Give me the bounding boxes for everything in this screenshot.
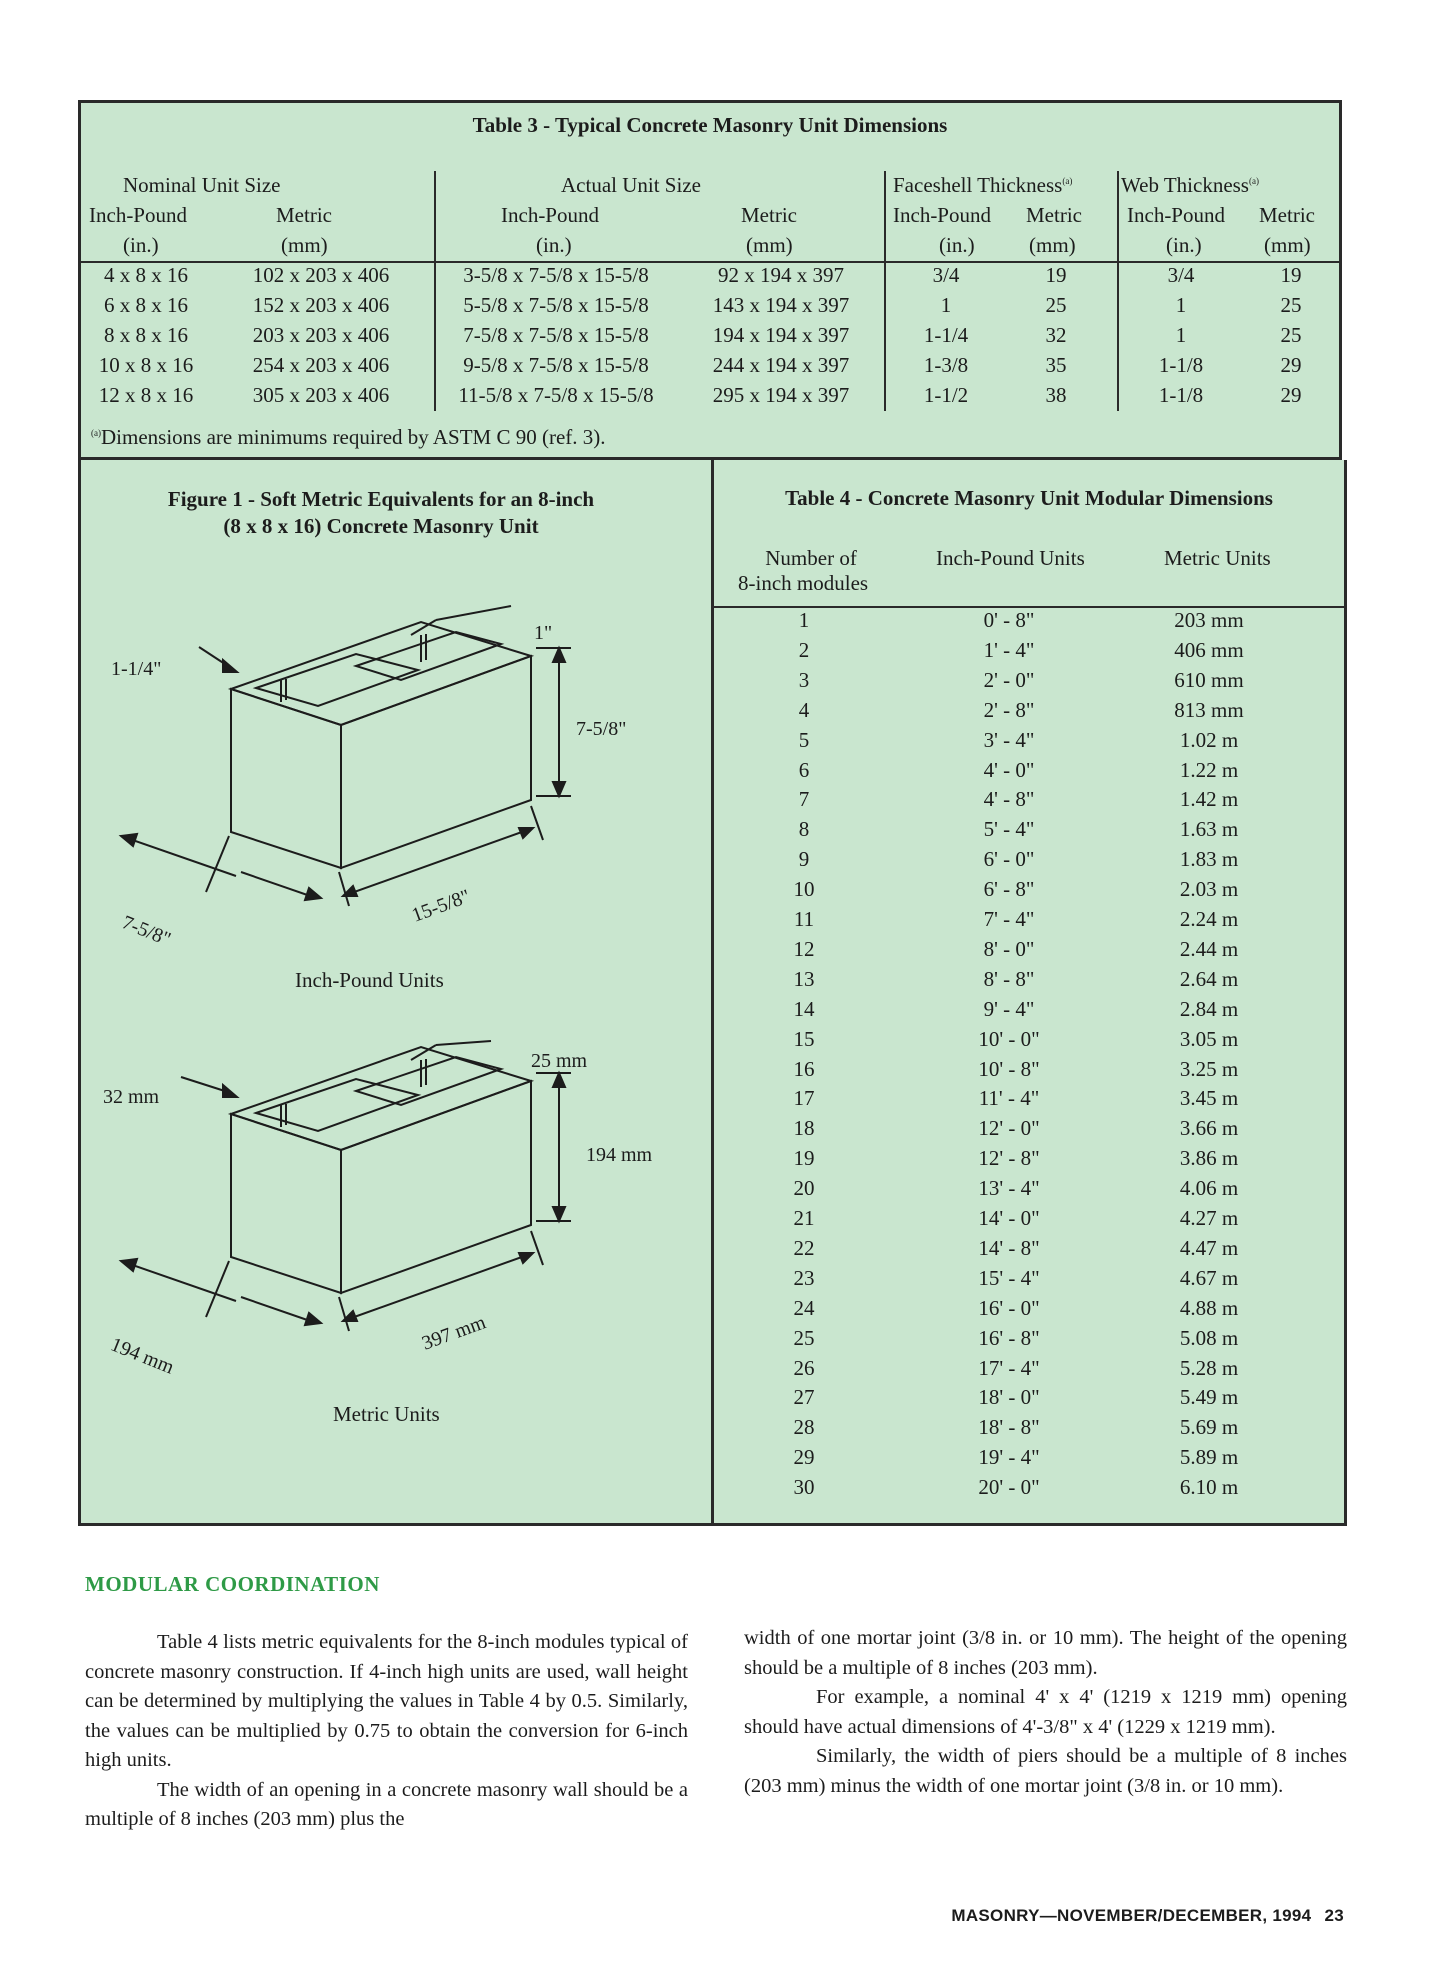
divider [884, 171, 886, 411]
table-row [714, 1236, 1344, 1266]
table-row [714, 937, 1344, 967]
table-row [714, 1206, 1344, 1236]
table-cell: 19 [1045, 263, 1067, 287]
divider [1117, 171, 1119, 411]
header-nominal-unit-size: Nominal Unit Size [123, 173, 281, 197]
table-cell: 30 [793, 1475, 815, 1500]
dim-height-inch: 7-5/8" [576, 718, 627, 740]
unit-mm: (mm) [1029, 233, 1076, 257]
dim-length-inch: 15-5/8" [408, 885, 474, 927]
article-left-column [85, 1628, 688, 1835]
table-row [714, 698, 1344, 728]
header-number-of-modules: Number of 8-inch modules [738, 546, 869, 595]
unit-mm: (mm) [1264, 233, 1311, 257]
table-cell: 14 [793, 996, 815, 1021]
table-cell: 2.03 m [1179, 877, 1239, 902]
table-cell: 14' - 8" [978, 1235, 1040, 1260]
table-cell: 1' - 4" [983, 637, 1035, 662]
table-row [714, 787, 1344, 817]
table-cell: 1.22 m [1179, 757, 1239, 782]
paragraph: The width of an opening in a concrete masonry wall should be a multiple of 8 inches (203 mm) plus the [85, 1778, 688, 1830]
table-cell: 203 x 203 x 406 [252, 323, 390, 347]
table-cell: 5.08 m [1179, 1325, 1239, 1350]
table-cell: 35 [1045, 353, 1067, 377]
table-cell: 26 [793, 1355, 815, 1380]
table-row [714, 1266, 1344, 1296]
table-cell: 25 [793, 1325, 815, 1350]
table-cell: 2.64 m [1179, 966, 1239, 991]
table-cell: 23 [793, 1265, 815, 1290]
table-cell: 1 [798, 608, 810, 632]
sub-metric: Metric [1259, 203, 1315, 227]
table-cell: 7-5/8 x 7-5/8 x 15-5/8 [463, 323, 649, 347]
table-row [714, 1176, 1344, 1206]
table-4 [711, 460, 1347, 1526]
dim-web-metric: 25 mm [531, 1050, 588, 1072]
block-drawing-inch [81, 600, 711, 930]
table-cell: 15 [793, 1026, 815, 1051]
table-cell: 1.63 m [1179, 817, 1239, 842]
table-cell: 2.84 m [1179, 996, 1239, 1021]
page-footer [951, 1906, 1344, 1926]
caption-inch-pound-units: Inch-Pound Units [295, 968, 444, 992]
page-number: 23 [1324, 1906, 1344, 1925]
table-cell: 9 [798, 847, 810, 872]
table-3 [78, 100, 1342, 460]
unit-in: (in.) [536, 233, 572, 257]
dim-width-metric: 194 mm [107, 1333, 178, 1379]
table-cell: 5-5/8 x 7-5/8 x 15-5/8 [463, 293, 649, 317]
table-cell: 7 [798, 787, 810, 812]
table-row [714, 907, 1344, 937]
table-cell: 813 mm [1174, 697, 1244, 722]
table-cell: 152 x 203 x 406 [252, 293, 390, 317]
table-cell: 13' - 4" [978, 1176, 1040, 1201]
sub-metric: Metric [276, 203, 332, 227]
table-row [714, 638, 1344, 668]
table-cell: 2 [798, 637, 810, 662]
paragraph: Similarly, the width of piers should be a multiple of 8 inches (203 mm) minus the width of one mortar joint (3/8 in. or 10 mm). [744, 1745, 1347, 1797]
table-cell: 17' - 4" [978, 1355, 1040, 1380]
table-cell: 3.66 m [1179, 1116, 1239, 1141]
dim-web-inch: 1" [534, 622, 553, 644]
table-cell: 16 [793, 1056, 815, 1081]
table-cell: 5' - 4" [983, 817, 1035, 842]
table-cell: 11 [793, 907, 815, 931]
table-cell: 406 mm [1174, 637, 1244, 662]
header-inch-pound-units: Inch-Pound Units [936, 546, 1085, 570]
table-cell: 29 [793, 1445, 815, 1470]
table-cell: 2' - 8" [983, 697, 1035, 722]
table-cell: 14' - 0" [978, 1206, 1040, 1230]
table-cell: 12' - 8" [978, 1146, 1040, 1171]
table-row [714, 997, 1344, 1027]
table-row [714, 1057, 1344, 1087]
article-right-column [744, 1624, 1347, 1801]
table-cell: 6.10 m [1179, 1475, 1239, 1500]
table-cell: 21 [793, 1206, 815, 1230]
table-cell: 4' - 8" [983, 787, 1035, 812]
table-row [714, 847, 1344, 877]
table-cell: 25 [1280, 323, 1302, 347]
table-cell: 11-5/8 x 7-5/8 x 15-5/8 [458, 383, 654, 407]
table-row: 12 x 8 x 16 [98, 383, 194, 407]
table-cell: 18 [793, 1116, 815, 1141]
table-cell: 3/4 [1167, 263, 1195, 287]
dim-width-inch: 7-5/8" [118, 911, 174, 951]
table-cell: 22 [793, 1235, 815, 1260]
table-cell: 6 [798, 757, 810, 782]
table-cell: 92 x 194 x 397 [718, 263, 844, 287]
table-row [714, 758, 1344, 788]
table-cell: 8' - 0" [983, 936, 1035, 961]
block-drawing-metric [81, 1025, 711, 1355]
table-cell: 16' - 8" [978, 1325, 1040, 1350]
table-cell: 8' - 8" [983, 966, 1035, 991]
table-cell: 4' - 0" [983, 757, 1035, 782]
table-row [714, 1385, 1344, 1415]
table-cell: 4.06 m [1179, 1176, 1239, 1201]
table-cell: 10 [793, 877, 815, 902]
footer-text: MASONRY—NOVEMBER/DECEMBER, 1994 [951, 1906, 1312, 1925]
table-row: 6 x 8 x 16 [104, 293, 188, 317]
table-cell: 6' - 0" [983, 847, 1035, 872]
table-row [714, 817, 1344, 847]
table-row: 8 x 8 x 16 [104, 323, 188, 347]
table-row [714, 608, 1344, 638]
caption-metric-units: Metric Units [333, 1402, 440, 1426]
table-cell: 13 [793, 966, 815, 991]
table-cell: 20 [793, 1176, 815, 1201]
table-cell: 4.88 m [1179, 1295, 1239, 1320]
sub-inch-pound: Inch-Pound [501, 203, 599, 227]
table-row [714, 1146, 1344, 1176]
table-cell: 7' - 4" [983, 907, 1035, 931]
paragraph: For example, a nominal 4' x 4' (1219 x 1219 mm) opening should have actual dimensions of 4'-3/8" x 4' (1229 x 1219 mm). [744, 1686, 1347, 1738]
dim-face-shell-inch: 1-1/4" [111, 658, 162, 680]
figure-1-title: Figure 1 - Soft Metric Equivalents for an 8-inch (8 x 8 x 16) Concrete Masonry Unit [167, 487, 595, 538]
table-cell: 27 [793, 1385, 815, 1410]
table-row [714, 668, 1344, 698]
sub-metric: Metric [1026, 203, 1082, 227]
table-cell: 6' - 8" [983, 877, 1035, 902]
table-cell: 1-1/8 [1158, 383, 1204, 407]
table-cell: 18' - 8" [978, 1415, 1040, 1440]
table-cell: 3-5/8 x 7-5/8 x 15-5/8 [463, 263, 649, 287]
dim-face-shell-metric: 32 mm [103, 1086, 160, 1108]
table-cell: 9' - 4" [983, 996, 1035, 1021]
table-cell: 244 x 194 x 397 [712, 353, 850, 377]
table-cell: 1-1/2 [923, 383, 969, 407]
table-cell: 3/4 [932, 263, 960, 287]
table-cell: 1-1/8 [1158, 353, 1204, 377]
sub-inch-pound: Inch-Pound [89, 203, 187, 227]
table-cell: 2' - 0" [983, 667, 1035, 692]
table-cell: 3.25 m [1179, 1056, 1239, 1081]
table-cell: 8 [798, 817, 810, 842]
block-end-face [231, 689, 341, 868]
table-3-footnote: $^{(a)}$Dimensions are minimums required by ASTM C 90 (ref. 3). [91, 425, 606, 449]
unit-mm: (mm) [281, 233, 328, 257]
table-cell: 1-3/8 [923, 353, 969, 377]
table-cell: 25 [1280, 293, 1302, 317]
table-cell: 4.67 m [1179, 1265, 1239, 1290]
table-cell: 1.02 m [1179, 727, 1239, 752]
sub-metric: Metric [741, 203, 797, 227]
sub-inch-pound: Inch-Pound [893, 203, 991, 227]
unit-in: (in.) [123, 233, 159, 257]
table-row [714, 1445, 1344, 1475]
paragraph: Table 4 lists metric equivalents for the 8-inch modules typical of concrete masonry construction. If 4-inch high units are used, wall height can be determined by multiplying the values in Table 4 by 0.5. Similarly, the values can be multiplied by 0.75 to obtain the conversion for 6-inch high units. [85, 1631, 688, 1771]
header-metric-units: Metric Units [1164, 546, 1271, 570]
table-cell: 9-5/8 x 7-5/8 x 15-5/8 [463, 353, 649, 377]
table-cell: 610 mm [1174, 667, 1244, 692]
table-cell: 28 [793, 1415, 815, 1440]
table-4-title: Table 4 - Concrete Masonry Unit Modular Dimensions [785, 486, 1273, 510]
table-cell: 12 [793, 936, 815, 961]
table-cell: 295 x 194 x 397 [712, 383, 850, 407]
table-cell: 5.69 m [1179, 1415, 1239, 1440]
table-cell: 305 x 203 x 406 [252, 383, 390, 407]
table-cell: 102 x 203 x 406 [252, 263, 390, 287]
table-cell: 203 mm [1174, 608, 1244, 632]
table-row [714, 877, 1344, 907]
table-row [714, 1326, 1344, 1356]
table-cell: 19 [1280, 263, 1302, 287]
table-row [714, 1296, 1344, 1326]
dim-length-metric: 397 mm [419, 1311, 489, 1355]
table-cell: 5.89 m [1179, 1445, 1239, 1470]
table-3-title: Table 3 - Typical Concrete Masonry Unit Dimensions [472, 113, 948, 137]
table-cell: 3.45 m [1179, 1086, 1239, 1111]
table-cell: 3.05 m [1179, 1026, 1239, 1051]
table-cell: 254 x 203 x 406 [252, 353, 390, 377]
table-cell: 18' - 0" [978, 1385, 1040, 1410]
unit-in: (in.) [939, 233, 975, 257]
table-cell: 4.47 m [1179, 1235, 1239, 1260]
figure-1 [78, 460, 714, 1526]
header-faceshell-thickness: Faceshell Thickness$^{(a)}$ [893, 173, 1073, 197]
table-cell: 24 [793, 1295, 815, 1320]
table-cell: 1 [1175, 293, 1187, 317]
table-row [714, 1116, 1344, 1146]
table-cell: 4 [798, 697, 810, 722]
table-row [714, 728, 1344, 758]
table-cell: 1.83 m [1179, 847, 1239, 872]
table-cell: 12' - 0" [978, 1116, 1040, 1141]
table-cell: 194 x 194 x 397 [712, 323, 850, 347]
table-row: 10 x 8 x 16 [98, 353, 194, 377]
table-cell: 17 [793, 1086, 815, 1111]
table-cell: 5.49 m [1179, 1385, 1239, 1410]
table-cell: 29 [1280, 353, 1302, 377]
table-cell: 3.86 m [1179, 1146, 1239, 1171]
table-cell: 10' - 0" [978, 1026, 1040, 1051]
table-row [714, 1415, 1344, 1445]
header-web-thickness: Web Thickness$^{(a)}$ [1121, 173, 1259, 197]
paragraph: width of one mortar joint (3/8 in. or 10 mm). The height of the opening should be a multiple of 8 inches (203 mm). [744, 1627, 1347, 1679]
table-row [714, 967, 1344, 997]
sub-inch-pound: Inch-Pound [1127, 203, 1225, 227]
dim-height-metric: 194 mm [586, 1144, 653, 1166]
unit-in: (in.) [1166, 233, 1202, 257]
table-row [714, 1027, 1344, 1057]
table-cell: 20' - 0" [978, 1475, 1040, 1500]
unit-mm: (mm) [746, 233, 793, 257]
table-cell: 0' - 8" [983, 608, 1035, 632]
table-cell: 5.28 m [1179, 1355, 1239, 1380]
table-cell: 1-1/4 [923, 323, 969, 347]
table-cell: 19' - 4" [978, 1445, 1040, 1470]
table-cell: 15' - 4" [978, 1265, 1040, 1290]
header-actual-unit-size: Actual Unit Size [561, 173, 701, 197]
table-row: 4 x 8 x 16 [104, 263, 188, 287]
table-cell: 16' - 0" [978, 1295, 1040, 1320]
table-cell: 1 [1175, 323, 1187, 347]
table-cell: 2.24 m [1179, 907, 1239, 931]
table-row [714, 1086, 1344, 1116]
section-heading: MODULAR COORDINATION [85, 1572, 380, 1596]
table-cell: 25 [1045, 293, 1067, 317]
table-cell: 5 [798, 727, 810, 752]
table-cell: 29 [1280, 383, 1302, 407]
table-cell: 3' - 4" [983, 727, 1035, 752]
table-cell: 3 [798, 667, 810, 692]
table-cell: 1 [940, 293, 952, 317]
table-cell: 2.44 m [1179, 936, 1239, 961]
table-cell: 143 x 194 x 397 [712, 293, 850, 317]
table-cell: 4.27 m [1179, 1206, 1239, 1230]
table-cell: 10' - 8" [978, 1056, 1040, 1081]
table-row [714, 1475, 1344, 1505]
table-cell: 11' - 4" [978, 1086, 1040, 1111]
table-cell: 38 [1045, 383, 1067, 407]
table-row [714, 1356, 1344, 1386]
table-cell: 19 [793, 1146, 815, 1171]
core [356, 632, 501, 680]
table-cell: 1.42 m [1179, 787, 1239, 812]
table-cell: 32 [1045, 323, 1067, 347]
